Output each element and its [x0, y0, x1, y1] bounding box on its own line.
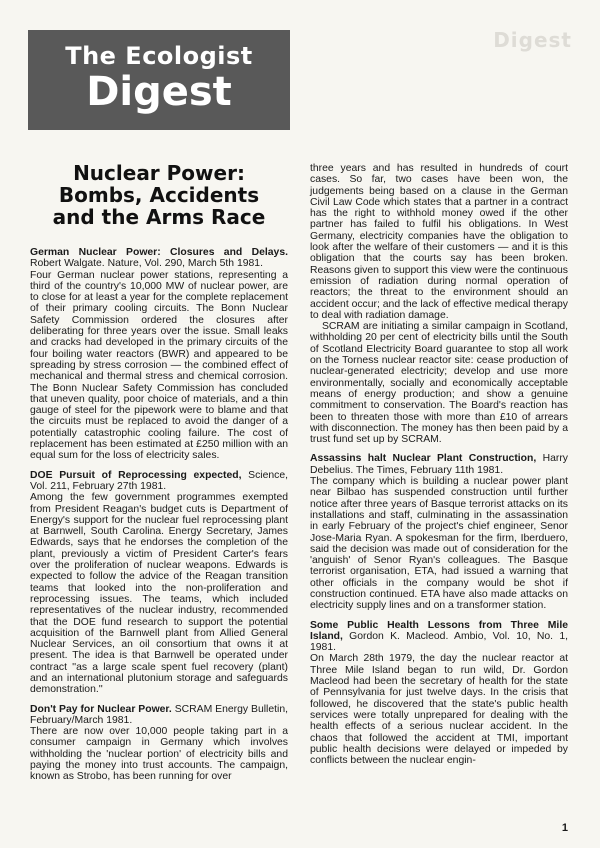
headline-line: Bombs, Accidents: [58, 183, 260, 207]
article-citation: [30, 247, 288, 270]
article-assassins: [310, 453, 568, 611]
article-title: Assassins halt Nuclear Plant Construction,: [310, 453, 537, 465]
article-paragraph: SCRAM are initiating a similar campaign in Scotland, withholding 20 per cent of electricity bills until the South of Scotland Electricity Board guarantee to stop all work on the Torness nuclear reactor site: cease production of nuclear-generated electricity; develop and use more environmentally, socially and economically acceptable means of energy production; and show a genuine commitment to conservation. The Board's reaction has been to threaten those with more than £10 of arrears with disconnection. The money has then been paid by a trust fund set up by SCRAM.: [310, 321, 568, 446]
banner-line1: The Ecologist: [65, 42, 253, 70]
article-dont-pay-continued: [310, 163, 568, 445]
article-doe-reprocessing: [30, 470, 288, 696]
article-source: Science, Vol. 211, February 27th 1981.: [30, 469, 288, 492]
section-ghost-heading: Digest: [493, 28, 572, 52]
article-title: Some Public Health Lessons from Three Mile Island,: [310, 619, 568, 642]
article-title: DOE Pursuit of Reprocessing expected,: [30, 469, 242, 481]
headline-line: Nuclear Power:: [73, 161, 245, 185]
article-three-mile-island: [310, 620, 568, 767]
article-paragraph: Among the few government programmes exempted from President Reagan's budget cuts is Department of Energy's support for the nuclear fuel reprocessing plant at Barnwell, South Carolina. Energy Secretary, James Edwards, says that he endorses the completion of the plant, previously a victim of President Carter's fears over the proliferation of nuclear weapons. Edwards is expected to follow the advice of the Reagan transition teams that looked into the non-proliferation and reprocessing issues. The teams, which included representatives of the nuclear industry, recommended that the DOE fund research to support the potential acquisition of the Barnwell plant from Allied General Nuclear Services, an oil consortium that owns it at present. The idea is that Barnwell be operated under contract ''as a large scale spent fuel recovery (plant) and an international plutonium storage and safeguards demonstration.'': [30, 492, 288, 696]
left-column: [30, 247, 288, 791]
article-citation: [310, 620, 568, 654]
article-source: Robert Walgate. Nature, Vol. 290, March 5th 1981.: [30, 258, 263, 270]
digest-banner: [28, 30, 290, 130]
page-headline: [30, 162, 288, 228]
article-source: Gordon K. Macleod. Ambio, Vol. 10, No. 1, 1981.: [310, 630, 568, 654]
article-paragraph: On March 28th 1979, the day the nuclear reactor at Three Mile Island began to run wild, Dr. Gordon Macleod had been the secretary of health for the state of Pennsylvania for just twelve days. In the crisis that followed, he discovered that the state's public health services were totally unprepared for dealing with the health effects of a serious nuclear accident. In the chaos that followed the accident at TMI, important public health decisions were delayed or impeded by conflicts between the nuclear engin-: [310, 653, 568, 767]
article-source: SCRAM Energy Bulletin, February/March 1981.: [30, 703, 288, 726]
article-source: Harry Debelius. The Times, February 11th 1981.: [310, 453, 568, 476]
page-number: 1: [561, 822, 568, 834]
article-paragraph: The company which is building a nuclear power plant near Bilbao has suspended construction until further notice after three years of Basque terrorist attacks on its installations and staff, culminating in the assassination in early February of the project's chief engineer, Senor Jose-Maria Ryan. A spokesman for the firm, Iberduero, said the decision was made out of consideration for the 'anguish' of Senor Ryan's colleagues. The Basque terrorist organisation, ETA, had issued a warning that other officials in the company would be shot if construction continued. ETA have also made attacks on electricity supply lines and on a transformer station.: [310, 476, 568, 612]
article-dont-pay: [30, 704, 288, 783]
banner-line2: Digest: [86, 69, 232, 115]
article-title: Don't Pay for Nuclear Power.: [30, 703, 172, 715]
article-paragraph: There are now over 10,000 people taking part in a consumer campaign in Germany which involves withholding the 'nuclear portion' of electricity bills and paying the money into trust accounts. The campaign, known as Strobo, has been running for over: [30, 726, 288, 783]
headline-line: and the Arms Race: [52, 205, 266, 229]
article-paragraph: three years and has resulted in hundreds of court cases. So far, two cases have been won, the judgements being based on a clause in the German Civil Law Code which states that a partner in a contract has the right to withhold money owed if the other partner has failed to fulfil his obligations. In West Germany, electricity companies have the obligation to look after the welfare of their customers — and it is this obligation that the courts say has been broken. Reasons given to support this view were the continuous emission of radiation during normal operation of reactors; the threat to the environment should an accident occur; and the lack of effective medical therapy to deal with radiation damage.: [310, 163, 568, 321]
right-column: [310, 163, 568, 774]
article-paragraph: Four German nuclear power stations, representing a third of the country's 10,000 MW of nuclear power, are to close for at least a year for the complete replacement of their primary cooling circuits. The Bonn Nuclear Safety Commission ordered the closures after deliberating for three years over the issue. Small leaks and cracks had developed in the primary circuits of the four boiling water reactors (BWR) and appeared to be spreading by stress corrosion — the combined effect of mechanical and thermal stress and chemical corrosion. The Bonn Nuclear Safety Commission has concluded that uneven quality, poor choice of materials, and a thin gauge of steel for the pipework were to blame and that the circuits must be replaced to avoid the danger of a potentially catastrophic cooling failure. The cost of replacement has been estimated at £250 million with an equal sum for the loss of electricity sales.: [30, 269, 288, 462]
article-title: German Nuclear Power: Closures and Delays.: [30, 247, 288, 258]
article-german-closures: [30, 247, 288, 462]
article-citation: [30, 470, 288, 493]
article-citation: [310, 453, 568, 476]
article-citation: [30, 704, 288, 727]
